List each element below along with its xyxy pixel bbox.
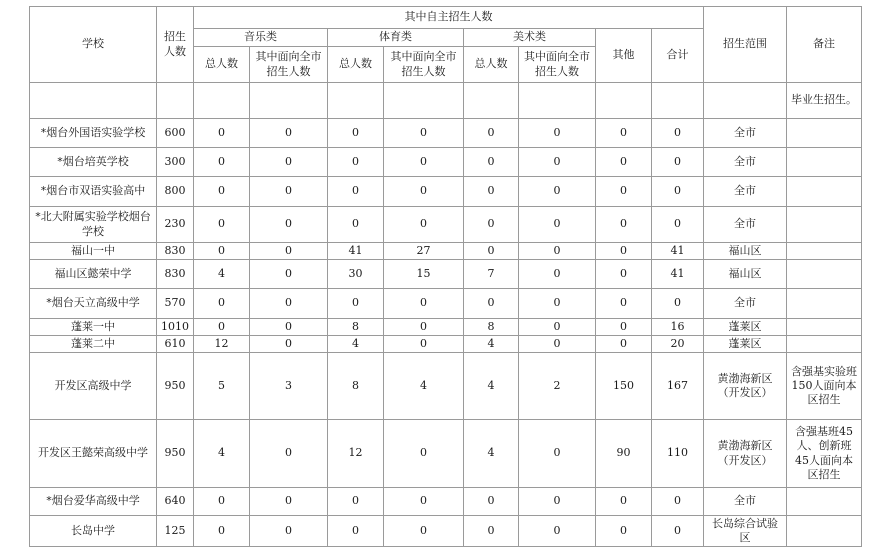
- header-self-enroll: 其中自主招生人数: [194, 7, 704, 29]
- cell-quota: 230: [157, 207, 194, 243]
- cell-m-city: 0: [250, 516, 328, 547]
- header-school: 学校: [30, 7, 157, 83]
- cell-s-total: 0: [328, 119, 384, 148]
- cell-school: 开发区王懿荣高级中学: [30, 420, 157, 488]
- cell-a-total: 0: [464, 148, 519, 177]
- cell-m-total: 0: [194, 243, 250, 260]
- table-row: [30, 319, 862, 336]
- cell-s-city: 0: [384, 516, 464, 547]
- cell-sum: 0: [652, 289, 704, 319]
- cell-m-city: 0: [250, 177, 328, 207]
- cell-m-city: 0: [250, 488, 328, 516]
- cell-scope: 全市: [704, 148, 787, 177]
- cell-quota: 300: [157, 148, 194, 177]
- cell-s-total: 8: [328, 319, 384, 336]
- cell-a-city: 0: [519, 119, 596, 148]
- table-row: [30, 207, 862, 243]
- cell-other: 0: [596, 119, 652, 148]
- cell-other: 150: [596, 353, 652, 420]
- cell-other: 0: [596, 243, 652, 260]
- header-scope: 招生范围: [704, 7, 787, 83]
- cell-a-city: 0: [519, 336, 596, 353]
- table-row: [30, 148, 862, 177]
- cell-other: 0: [596, 289, 652, 319]
- cell-scope: 蓬莱区: [704, 336, 787, 353]
- cell-m-total: 5: [194, 353, 250, 420]
- cell-a-total: 8: [464, 319, 519, 336]
- cell-m-total: 0: [194, 207, 250, 243]
- cell-sum: 0: [652, 207, 704, 243]
- cell-other: 0: [596, 177, 652, 207]
- cell-scope: 长岛综合试验区: [704, 516, 787, 547]
- cell-school: 福山一中: [30, 243, 157, 260]
- cell-m-city: 0: [250, 336, 328, 353]
- cell-m-city: 0: [250, 119, 328, 148]
- cell-s-city: 4: [384, 353, 464, 420]
- header-art-total: 总人数: [464, 47, 519, 83]
- header-music: 音乐类: [194, 29, 328, 47]
- cell-note: [787, 148, 862, 177]
- cell-a-total: 0: [464, 177, 519, 207]
- cell-a-city: 0: [519, 420, 596, 488]
- cell-a-city: 0: [519, 177, 596, 207]
- cell-note: 含强基实验班150人面向本区招生: [787, 353, 862, 420]
- table-row-top-continuation: [30, 83, 862, 119]
- cell-other: 0: [596, 260, 652, 289]
- cell-s-city: 0: [384, 177, 464, 207]
- cell-m-total: 0: [194, 289, 250, 319]
- cell-note: [787, 260, 862, 289]
- cell-a-city: 2: [519, 353, 596, 420]
- header-quota: 招生人数: [157, 7, 194, 83]
- cell-other: 0: [596, 488, 652, 516]
- cell-s-city: 0: [384, 319, 464, 336]
- cell-sum: 0: [652, 177, 704, 207]
- cell-note: [787, 177, 862, 207]
- cell-school: *烟台外国语实验学校: [30, 119, 157, 148]
- header-music-city: 其中面向全市招生人数: [250, 47, 328, 83]
- header-sports-total: 总人数: [328, 47, 384, 83]
- cell-a-city: 0: [519, 260, 596, 289]
- cell-note: [787, 243, 862, 260]
- cell-a-total: 0: [464, 243, 519, 260]
- cell-m-total: 4: [194, 260, 250, 289]
- cell-sum: 41: [652, 243, 704, 260]
- cell-s-total: 4: [328, 336, 384, 353]
- cell-a-city: 0: [519, 207, 596, 243]
- cell-m-total: 4: [194, 420, 250, 488]
- cell-m-city: 0: [250, 260, 328, 289]
- table-row: [30, 420, 862, 488]
- cell-m-city: 0: [250, 148, 328, 177]
- cell-a-total: 0: [464, 488, 519, 516]
- cell-note: [787, 319, 862, 336]
- cell-quota: 1010: [157, 319, 194, 336]
- cell-school: *烟台爱华高级中学: [30, 488, 157, 516]
- cell-s-city: 15: [384, 260, 464, 289]
- cell-sum: 0: [652, 119, 704, 148]
- cell-s-total: 0: [328, 488, 384, 516]
- cell-s-city: 0: [384, 488, 464, 516]
- header-sports-city: 其中面向全市招生人数: [384, 47, 464, 83]
- cell-scope: 黄渤海新区（开发区）: [704, 420, 787, 488]
- header-note: 备注: [787, 7, 862, 83]
- cell-s-total: 41: [328, 243, 384, 260]
- cell-sum: 41: [652, 260, 704, 289]
- cell-school: 蓬莱二中: [30, 336, 157, 353]
- table-row: [30, 177, 862, 207]
- header-other: 其他: [596, 29, 652, 83]
- cell-m-city: 0: [250, 207, 328, 243]
- cell-s-total: 30: [328, 260, 384, 289]
- header-music-total: 总人数: [194, 47, 250, 83]
- cell-quota: 830: [157, 260, 194, 289]
- cell-school: 福山区懿荣中学: [30, 260, 157, 289]
- table-row: [30, 119, 862, 148]
- table-row: [30, 260, 862, 289]
- cell-m-city: 0: [250, 420, 328, 488]
- cell-sum: 167: [652, 353, 704, 420]
- cell-a-total: 0: [464, 516, 519, 547]
- cell-quota: 640: [157, 488, 194, 516]
- table-row: [30, 289, 862, 319]
- cell-note: [787, 289, 862, 319]
- cell-s-total: 0: [328, 148, 384, 177]
- cell-note: [787, 488, 862, 516]
- note-cell: 毕业生招生。: [787, 83, 862, 119]
- header-sports: 体育类: [328, 29, 464, 47]
- table-row: [30, 488, 862, 516]
- cell-m-total: 12: [194, 336, 250, 353]
- cell-quota: 570: [157, 289, 194, 319]
- enrollment-table: [29, 6, 862, 547]
- cell-s-total: 0: [328, 289, 384, 319]
- cell-scope: 蓬莱区: [704, 319, 787, 336]
- header-art-city: 其中面向全市招生人数: [519, 47, 596, 83]
- cell-scope: 全市: [704, 289, 787, 319]
- cell-a-total: 0: [464, 289, 519, 319]
- cell-other: 0: [596, 207, 652, 243]
- cell-s-city: 27: [384, 243, 464, 260]
- cell-m-total: 0: [194, 488, 250, 516]
- cell-a-city: 0: [519, 516, 596, 547]
- cell-quota: 125: [157, 516, 194, 547]
- cell-other: 0: [596, 319, 652, 336]
- cell-a-total: 4: [464, 336, 519, 353]
- cell-a-city: 0: [519, 289, 596, 319]
- cell-scope: 全市: [704, 119, 787, 148]
- cell-other: 90: [596, 420, 652, 488]
- cell-s-total: 0: [328, 516, 384, 547]
- cell-school: 开发区高级中学: [30, 353, 157, 420]
- cell-scope: 全市: [704, 488, 787, 516]
- cell-s-city: 0: [384, 336, 464, 353]
- cell-school: *烟台天立高级中学: [30, 289, 157, 319]
- cell-a-city: 0: [519, 319, 596, 336]
- cell-scope: 黄渤海新区（开发区）: [704, 353, 787, 420]
- cell-s-city: 0: [384, 148, 464, 177]
- cell-other: 0: [596, 336, 652, 353]
- table-row: [30, 243, 862, 260]
- cell-sum: 0: [652, 516, 704, 547]
- cell-a-total: 7: [464, 260, 519, 289]
- cell-m-city: 0: [250, 243, 328, 260]
- cell-s-city: 0: [384, 420, 464, 488]
- cell-quota: 610: [157, 336, 194, 353]
- cell-school: *烟台市双语实验高中: [30, 177, 157, 207]
- cell-school: *北大附属实验学校烟台学校: [30, 207, 157, 243]
- cell-m-total: 0: [194, 516, 250, 547]
- cell-s-total: 8: [328, 353, 384, 420]
- cell-scope: 全市: [704, 177, 787, 207]
- cell-s-total: 12: [328, 420, 384, 488]
- cell-school: *烟台培英学校: [30, 148, 157, 177]
- cell-quota: 830: [157, 243, 194, 260]
- cell-quota: 600: [157, 119, 194, 148]
- table-row: [30, 353, 862, 420]
- cell-other: 0: [596, 148, 652, 177]
- cell-m-total: 0: [194, 119, 250, 148]
- cell-m-city: 3: [250, 353, 328, 420]
- cell-sum: 0: [652, 148, 704, 177]
- cell-sum: 0: [652, 488, 704, 516]
- cell-note: [787, 336, 862, 353]
- header-sum: 合计: [652, 29, 704, 83]
- cell-sum: 110: [652, 420, 704, 488]
- cell-a-total: 4: [464, 420, 519, 488]
- cell-other: 0: [596, 516, 652, 547]
- cell-note: [787, 207, 862, 243]
- cell-s-city: 0: [384, 289, 464, 319]
- cell-a-city: 0: [519, 243, 596, 260]
- cell-scope: 福山区: [704, 260, 787, 289]
- cell-note: [787, 516, 862, 547]
- cell-a-total: 0: [464, 207, 519, 243]
- cell-a-city: 0: [519, 488, 596, 516]
- cell-m-total: 0: [194, 319, 250, 336]
- table-row: [30, 336, 862, 353]
- cell-quota: 950: [157, 420, 194, 488]
- cell-a-city: 0: [519, 148, 596, 177]
- cell-s-city: 0: [384, 119, 464, 148]
- cell-sum: 16: [652, 319, 704, 336]
- cell-s-total: 0: [328, 177, 384, 207]
- cell-s-city: 0: [384, 207, 464, 243]
- cell-m-total: 0: [194, 177, 250, 207]
- cell-m-city: 0: [250, 319, 328, 336]
- cell-note: [787, 119, 862, 148]
- cell-quota: 950: [157, 353, 194, 420]
- cell-note: 含强基班45人、创新班45人面向本区招生: [787, 420, 862, 488]
- cell-a-total: 0: [464, 119, 519, 148]
- cell-school: 长岛中学: [30, 516, 157, 547]
- cell-sum: 20: [652, 336, 704, 353]
- cell-scope: 福山区: [704, 243, 787, 260]
- cell-scope: 全市: [704, 207, 787, 243]
- cell-m-total: 0: [194, 148, 250, 177]
- cell-m-city: 0: [250, 289, 328, 319]
- table-body: [30, 119, 862, 547]
- header-art: 美术类: [464, 29, 596, 47]
- cell-school: 蓬莱一中: [30, 319, 157, 336]
- cell-s-total: 0: [328, 207, 384, 243]
- cell-a-total: 4: [464, 353, 519, 420]
- cell-quota: 800: [157, 177, 194, 207]
- table-row: [30, 516, 862, 547]
